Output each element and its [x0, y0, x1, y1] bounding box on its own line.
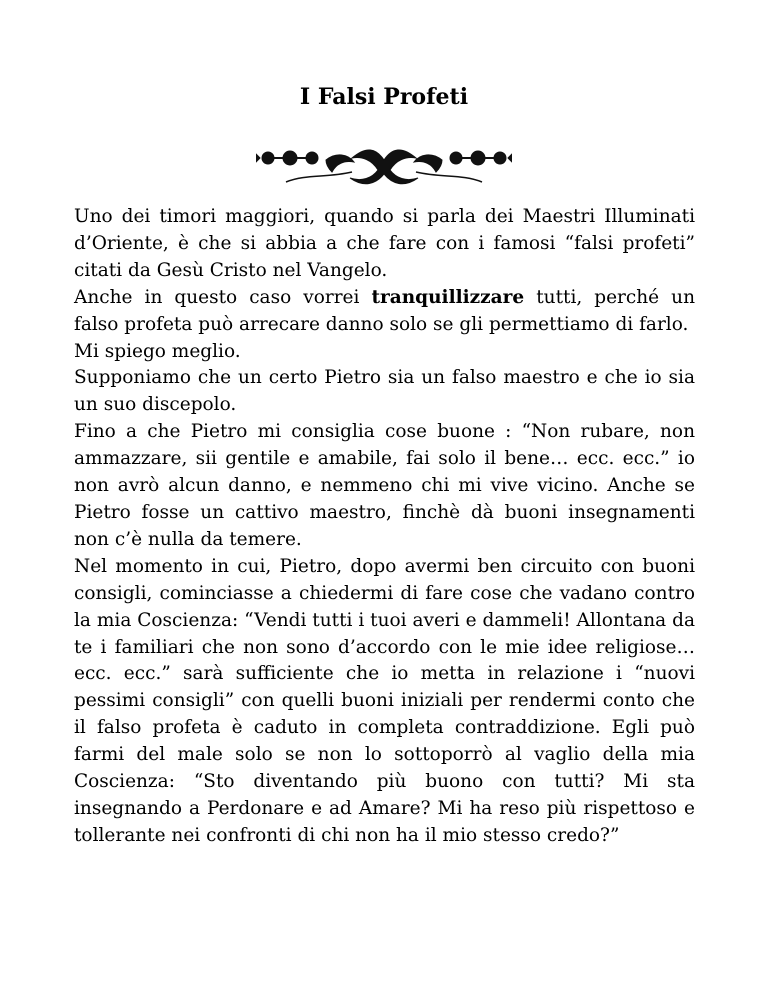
bold-word: tranquillizzare — [371, 286, 525, 308]
paragraph: Nel momento in cui, Pietro, dopo avermi ben circuito con buoni consigli, cominciasse a chiedermi di fare cose che vadano contro la mia Coscienza: “Vendi tutti i tuoi averi e dammeli! Allontana da te i familiari che non sono d’accordo con le mie idee religiose… ecc. ecc.” sarà sufficiente che io metta in relazione i “nuovi pessimi consigli” con quelli buoni iniziali per rendermi conto che il falso profeta è caduto in completa contraddizione. Egli può farmi del male solo se non lo sottoporrò al vaglio della mia Coscienza: “Sto diventando più buono con tutti? Mi sta insegnando a Perdonare e ad Amare? Mi ha reso più rispettoso e tollerante nei confronti di chi non ha il mio stesso credo?” — [74, 555, 695, 846]
paragraph: Supponiamo che un certo Pietro sia un falso maestro e che io sia un suo discepolo. — [74, 367, 695, 416]
paragraph: Uno dei timori maggiori, quando si parla dei Maestri Illuminati d’Oriente, è che si abbia a che fare con i famosi “falsi profeti” citati da Gesù Cristo nel Vangelo. — [74, 206, 695, 281]
page-title: I Falsi Profeti — [299, 84, 469, 110]
document-body — [74, 204, 695, 850]
paragraph: Fino a che Pietro mi consiglia cose buone : “Non rubare, non ammazzare, sii gentile e amabile, fai solo il bene… ecc. ecc.” io non avrò alcun danno, e nemmeno chi mi vive vicino. Anche se Pietro fosse un cattivo maestro, finchè dà buoni insegnamenti non c’è nulla da temere. — [74, 421, 695, 550]
floral-ornament-divider — [256, 138, 512, 194]
paragraph: Mi spiego meglio. — [74, 340, 241, 362]
paragraph: Anche in questo caso vorrei tranquillizzare tutti, perché un falso profeta può arrecare danno solo se gli permettiamo di farlo. — [74, 286, 695, 335]
